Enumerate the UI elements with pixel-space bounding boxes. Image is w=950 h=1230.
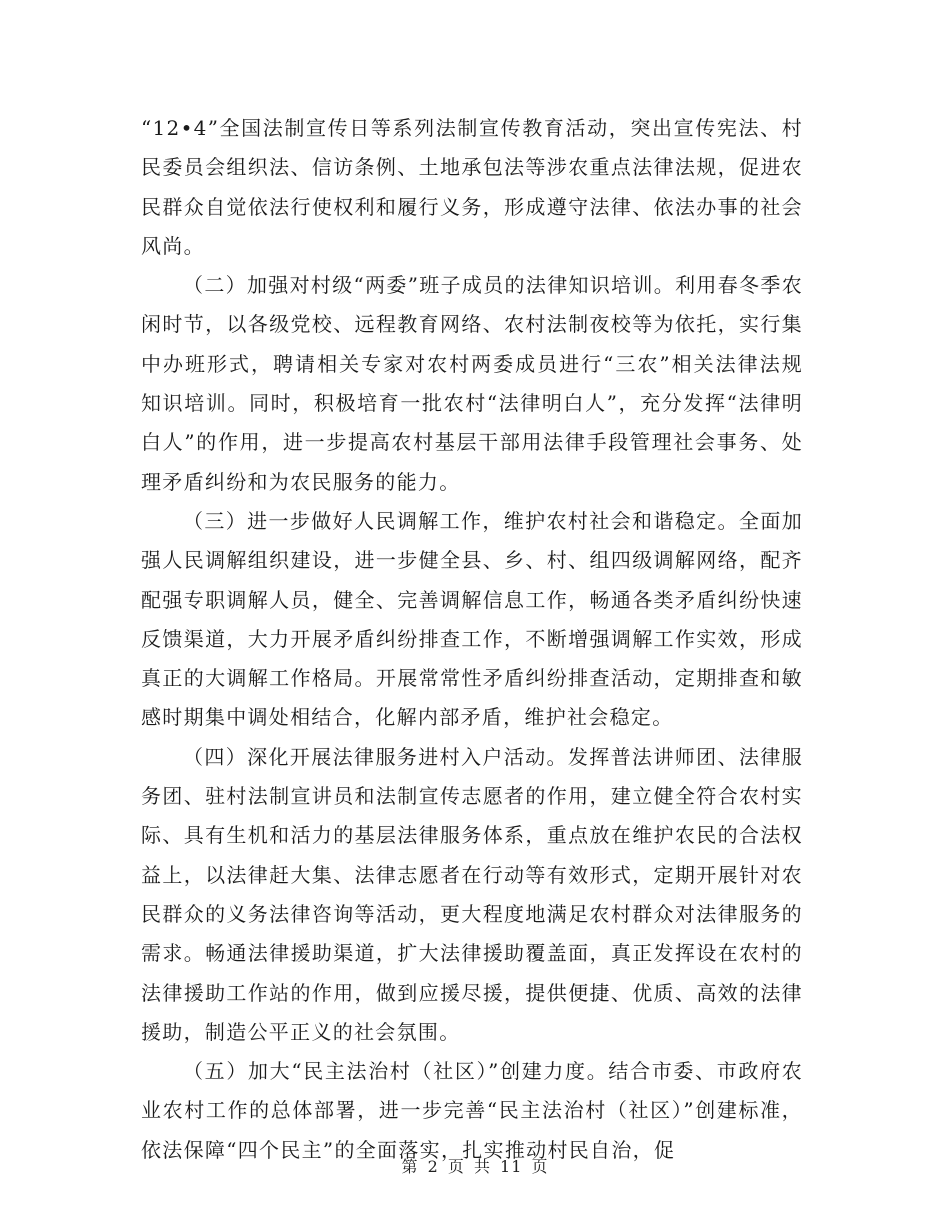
page-number-footer: 第 2 页 共 11 页 [401, 1157, 549, 1176]
paragraph-continuation: “12•4”全国法制宣传日等系列法制宣传教育活动，突出宣传宪法、村民委员会组织法、信访条例、土地承包法等涉农重点法律法规，促进农民群众自觉依法行使权利和履行义务，形成遵守法律、依法办事的社会风尚。 [141, 116, 803, 258]
paragraph-section-5: （五）加大“民主法治村（社区）”创建力度。结合市委、市政府农业农村工作的总体部署，进一步完善“民主法治村（社区）”创建标准，依法保障“四个民主”的全面落实，扎实推动村民自治，促 [141, 1059, 803, 1162]
body-text [141, 109, 803, 1170]
paragraph-section-2: （二）加强对村级“两委”班子成员的法律知识培训。利用春冬季农闲时节，以各级党校、远程教育网络、农村法制夜校等为依托，实行集中办班形式，聘请相关专家对农村两委成员进行“三农”相关法律法规知识培训。同时，积极培育一批农村“法律明白人”，充分发挥“法律明白人”的作用，进一步提高农村基层干部用法律手段管理社会事务、处理矛盾纠纷和为农民服务的能力。 [141, 273, 803, 494]
paragraph-section-4: （四）深化开展法律服务进村入户活动。发挥普法讲师团、法律服务团、驻村法制宣讲员和法制宣传志愿者的作用，建立健全符合农村实际、具有生机和活力的基层法律服务体系，重点放在维护农民的合法权益上，以法律赶大集、法律志愿者在行动等有效形式，定期开展针对农民群众的义务法律咨询等活动，更大程度地满足农村群众对法律服务的需求。畅通法律援助渠道，扩大法律援助覆盖面，真正发挥设在农村的法律援助工作站的作用，做到应援尽援，提供便捷、优质、高效的法律援助，制造公平正义的社会氛围。 [141, 744, 803, 1044]
paragraph-section-3: （三）进一步做好人民调解工作，维护农村社会和谐稳定。全面加强人民调解组织建设，进一步健全县、乡、村、组四级调解网络，配齐配强专职调解人员，健全、完善调解信息工作，畅通各类矛盾纠纷快速反馈渠道，大力开展矛盾纠纷排查工作，不断增强调解工作实效，形成真正的大调解工作格局。开展常常性矛盾纠纷排查活动，定期排查和敏感时期集中调处相结合，化解内部矛盾，维护社会稳定。 [141, 508, 803, 730]
